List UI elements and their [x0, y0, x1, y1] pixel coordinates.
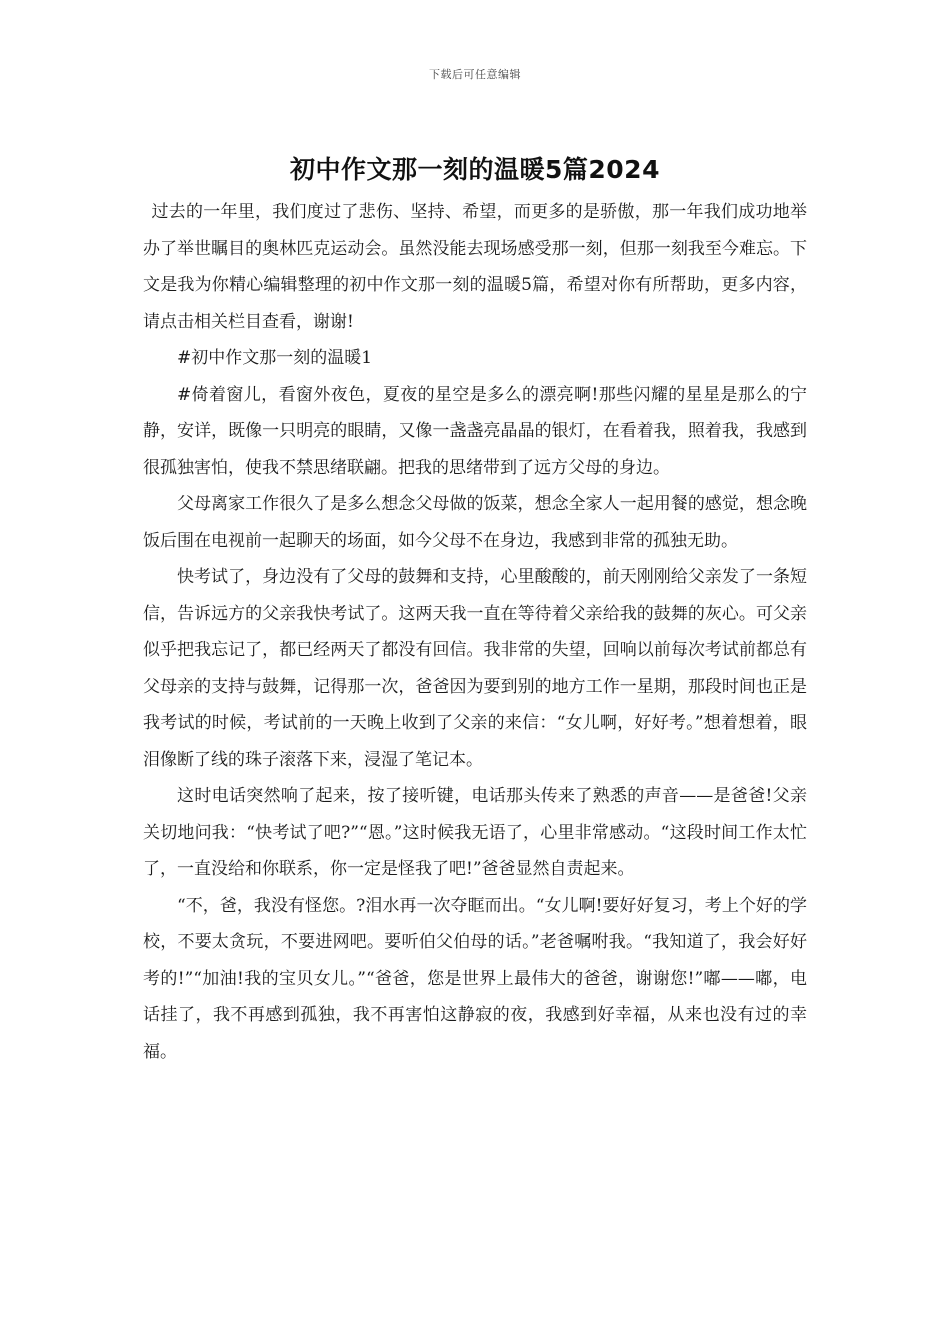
body-paragraph: “不，爸，我没有怪您。?泪水再一次夺眶而出。“女儿啊!要好好复习，考上个好的学校，不要太贪玩，不要进网吧。要听伯父伯母的话。”老爸嘱咐我。“我知道了，我会好好考的!”“加油!我的宝贝女儿。”“爸爸，您是世界上最伟大的爸爸，谢谢您!”嘟——嘟，电话挂了，我不再感到孤独，我不再害怕这静寂的夜，我感到好幸福，从来也没有过的幸福。	[143, 895, 807, 1062]
section-heading: #初中作文那一刻的温暖1	[177, 348, 373, 368]
intro-paragraph: 过去的一年里，我们度过了悲伤、坚持、希望，而更多的是骄傲，那一年我们成功地举办了举世瞩目的奥林匹克运动会。虽然没能去现场感受那一刻，但那一刻我至今难忘。下文是我为你精心编辑整理的初中作文那一刻的温暖5篇，希望对你有所帮助，更多内容，请点击相关栏目查看，谢谢!	[143, 202, 807, 332]
document-title: 初中作文那一刻的温暖5篇2024	[290, 155, 660, 184]
body-paragraph: 快考试了，身边没有了父母的鼓舞和支持，心里酸酸的，前天刚刚给父亲发了一条短信，告诉远方的父亲我快考试了。这两天我一直在等待着父亲给我的鼓舞的灰心。可父亲似乎把我忘记了，都已经两天了都没有回信。我非常的失望，回响以前每次考试前都总有父母亲的支持与鼓舞，记得那一次，爸爸因为要到别的地方工作一星期，那段时间也正是我考试的时候，考试前的一天晚上收到了父亲的来信：“女儿啊，好好考。”想着想着，眼泪像断了线的珠子滚落下来，浸湿了笔记本。	[143, 567, 807, 770]
body-paragraph: 父母离家工作很久了是多么想念父母做的饭菜，想念全家人一起用餐的感觉，想念晚饭后围在电视前一起聊天的场面，如今父母不在身边，我感到非常的孤独无助。	[143, 494, 807, 551]
body-paragraph: 这时电话突然响了起来，按了接听键，电话那头传来了熟悉的声音——是爸爸!父亲关切地问我：“快考试了吧?”“恩。”这时候我无语了，心里非常感动。“这段时间工作太忙了，一直没给和你联系，你一定是怪我了吧!”爸爸显然自责起来。	[143, 786, 807, 879]
article-body	[143, 194, 807, 1070]
header-note: 下载后可任意编辑	[429, 68, 521, 81]
body-paragraph: #倚着窗儿，看窗外夜色，夏夜的星空是多么的漂亮啊!那些闪耀的星星是那么的宁静，安详，既像一只明亮的眼睛，又像一盏盏亮晶晶的银灯，在看着我，照着我，我感到很孤独害怕，使我不禁思绪联翩。把我的思绪带到了远方父母的身边。	[143, 384, 807, 478]
